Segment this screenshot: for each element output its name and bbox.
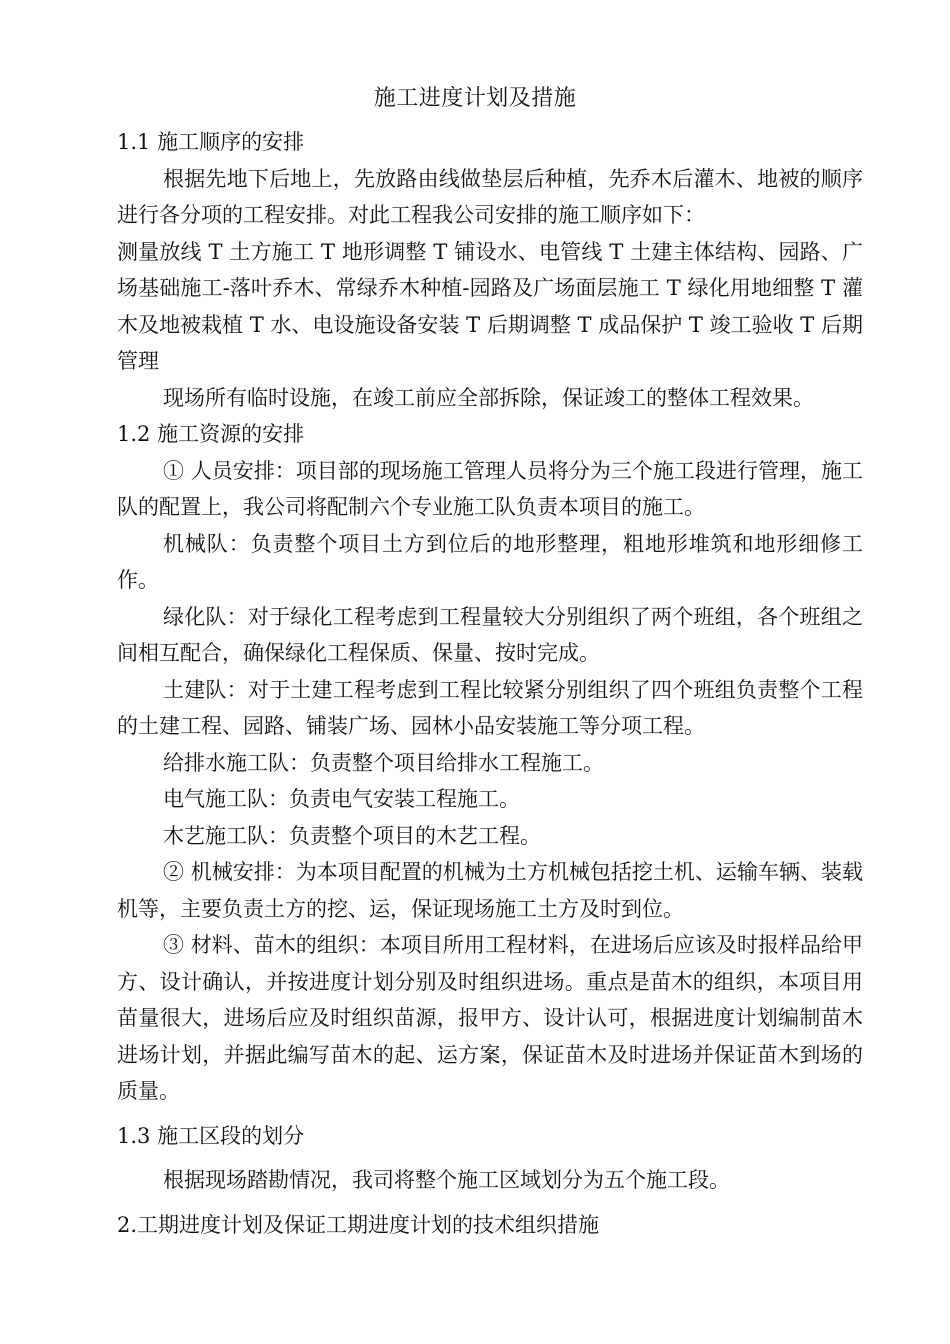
paragraph-personnel: ① 人员安排：项目部的现场施工管理人员将分为三个施工段进行管理，施工队的配置上，我公司将配制六个专业施工队负责本项目的施工。 [117, 458, 863, 519]
paragraph-machinery-team: 机械队：负责整个项目土方到位后的地形整理，粗地形堆筑和地形细修工作。 [117, 531, 863, 592]
section-heading-1-3: 1.3 施工区段的划分 [117, 1123, 305, 1148]
paragraph-zone-division: 根据现场踏勘情况，我司将整个施工区域划分为五个施工段。 [163, 1168, 730, 1192]
paragraph-civil-team: 土建队：对于土建工程考虑到工程比较紧分别组织了四个班组负责整个工程的土建工程、园路、铺装广场、园林小品安装施工等分项工程。 [117, 677, 863, 738]
paragraph-materials-seedlings: ③ 材料、苗木的组织：本项目所用工程材料，在进场后应该及时报样品给甲方、设计确认，并按进度计划分别及时组织进场。重点是苗木的组织，本项目用苗量很大，进场后应及时组织苗源，报甲方、设计认可，根据进度计划编制苗木进场计划，并据此编写苗木的起、运方案，保证苗木及时进场并保证苗木到场的质量。 [117, 933, 863, 1103]
paragraph-woodwork-team: 木艺施工队：负责整个项目的木艺工程。 [163, 823, 541, 848]
section-heading-2: 2.工期进度计划及保证工期进度计划的技术组织措施 [117, 1212, 600, 1237]
paragraph-plumbing-team: 给排水施工队：负责整个项目给排水工程施工。 [163, 750, 604, 775]
paragraph-machinery-arrangement: ② 机械安排：为本项目配置的机械为土方机械包括挖土机、运输车辆、装载机等，主要负责土方的挖、运，保证现场施工土方及时到位。 [117, 860, 863, 921]
paragraph-sequence-steps: 测量放线 T 土方施工 T 地形调整 T 铺设水、电管线 T 土建主体结构、园路、广场基础施工-落叶乔木、常绿乔木种植-园路及广场面层施工 T 绿化用地细整 T 灌木及地被栽植 T 水、电设施设备安装 T 后期调整 T 成品保护 T 竣工验收 T 后期管理 [117, 239, 863, 373]
section-heading-1-2: 1.2 施工资源的安排 [117, 422, 305, 446]
paragraph-sequence-intro: 根据先地下后地上，先放路由线做垫层后种植，先乔木后灌木、地被的顺序进行各分项的工程安排。对此工程我公司安排的施工顺序如下： [117, 166, 863, 227]
document-title: 施工进度计划及措施 [373, 86, 577, 111]
document-body [117, 124, 863, 1243]
paragraph-greening-team: 绿化队：对于绿化工程考虑到工程量较大分别组织了两个班组，各个班组之间相互配合，确保绿化工程保质、保量、按时完成。 [117, 604, 863, 665]
paragraph-electrical-team: 电气施工队：负责电气安装工程施工。 [163, 787, 520, 811]
paragraph-temporary-facilities: 现场所有临时设施，在竣工前应全部拆除，保证竣工的整体工程效果。 [163, 385, 814, 410]
section-heading-1-1: 1.1 施工顺序的安排 [117, 130, 305, 154]
